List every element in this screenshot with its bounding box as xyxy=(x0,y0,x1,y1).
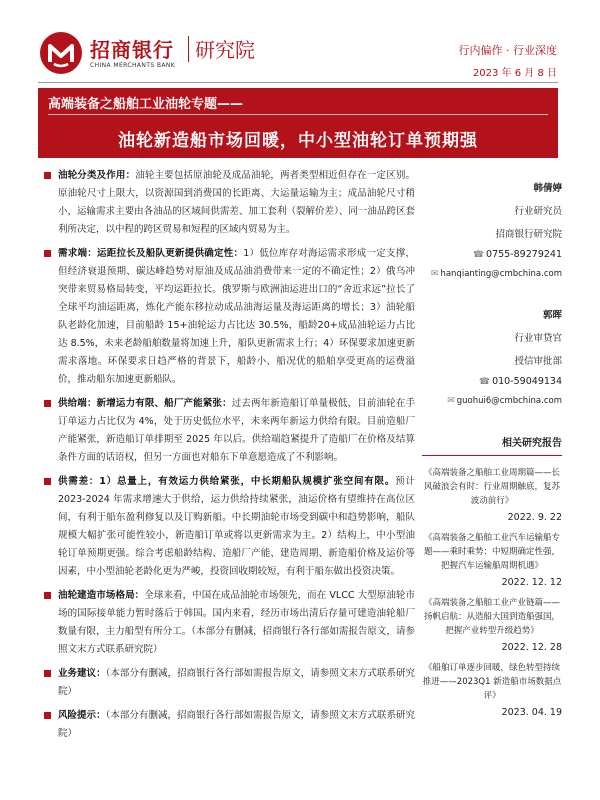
analyst-name: 韩倩婷 xyxy=(533,183,562,194)
related-report-title: 《船舶订单逐步回暖，绿色转型持续推进——2023Q1 新造船市场数据点评》 xyxy=(422,663,562,701)
square-bullet-icon xyxy=(44,478,51,485)
phone-icon: ☎ xyxy=(472,249,485,260)
header-divider xyxy=(38,82,558,83)
sidebar xyxy=(422,180,562,726)
report-type: 行内偏作 · 行业深度 xyxy=(458,44,557,57)
related-report-date: 2022. 12. 12 xyxy=(501,577,562,588)
paragraph-lead: 业务建议： xyxy=(58,668,106,679)
brand-divider xyxy=(188,36,189,62)
report-header xyxy=(0,0,600,90)
phone-icon: ☎ xyxy=(478,376,491,387)
title-banner xyxy=(38,88,558,158)
email-icon: ✉ xyxy=(430,269,439,279)
email-icon: ✉ xyxy=(447,396,455,406)
analyst-card xyxy=(422,180,562,279)
summary-paragraph xyxy=(42,245,415,389)
square-bullet-icon xyxy=(44,592,51,599)
paragraph-lead: 需求端：运距拉长及船队更新提供确定性： xyxy=(58,248,244,259)
related-report-item[interactable] xyxy=(422,466,562,523)
analyst-title: 行业审贷官 xyxy=(514,333,562,344)
summary-paragraph xyxy=(42,665,415,701)
paragraph-lead: 油轮建造市场格局： xyxy=(58,590,145,601)
square-bullet-icon xyxy=(44,400,51,407)
summary-paragraph xyxy=(42,167,415,239)
related-report-date: 2022. 9. 22 xyxy=(507,512,562,523)
related-report-title: 《高端装备之船舶工业汽车运输船专题——乘时乘势：中短期确定性强，把握汽车运输船周期机遇》 xyxy=(423,533,560,571)
square-bullet-icon xyxy=(44,670,51,677)
related-reports-divider xyxy=(422,455,562,456)
analyst-title: 行业研究员 xyxy=(514,206,562,217)
summary-body xyxy=(42,167,415,749)
summary-paragraph xyxy=(42,587,415,659)
related-reports-title: 相关研究报告 xyxy=(502,438,562,449)
related-report-item[interactable] xyxy=(422,531,562,588)
analyst-dept: 授信审批部 xyxy=(514,356,562,367)
cmb-logo-icon xyxy=(38,30,84,76)
paragraph-lead: 风险提示： xyxy=(58,710,106,721)
brand-name-en: CHINA MERCHANTS BANK xyxy=(90,62,176,69)
square-bullet-icon xyxy=(44,172,51,179)
paragraph-lead: 供需差：1）总量上，有效运力供给紧张，中长期船队规模扩张空间有限。 xyxy=(58,476,396,487)
paragraph-lead: 油轮分类及作用： xyxy=(58,170,136,181)
analyst-email-row xyxy=(422,396,562,406)
summary-paragraph xyxy=(42,473,415,581)
analyst-card xyxy=(422,307,562,406)
paragraph-text: 油轮主要包括原油轮及成品油轮，两者类型相近但存在一定区别。原油轮尺寸上限大，以资源国到消费国的长距离、大运量运输为主；成品油轮尺寸稍小，运输需求主要由各油品的区域间供需差、加工套利（裂解价差）、同一油品跨区套利所决定，以中程的跨区贸易和短程的区域内贸易为主。 xyxy=(58,170,415,235)
analyst-phone: 0755-89279241 xyxy=(486,249,562,260)
analyst-phone-row xyxy=(422,376,562,387)
paragraph-text: 预计 2023-2024 年需求增速大于供给，运力供给持续紧张，油运价格有望维持在高位区间，有利于船东盈利修复以及订购新船。中长期油轮市场受到碳中和趋势影响，船队规模大幅扩张可能性较小，新造船订单或将以更新需求为主。2）结构上，中小型油轮订单预期更强。综合考虑船龄结构、造船厂产能、建造周期、新造船价格及运价等因素，中小型油轮老龄化更为严峻，投资回收期较短，有利于船东做出投资决策。 xyxy=(58,476,415,577)
report-series-title: 高端装备之船舶工业油轮专题—— xyxy=(48,97,244,112)
analyst-email[interactable]: hanqianting@cmbchina.com xyxy=(440,269,562,279)
paragraph-text: 1）低位库存对海运需求形成一定支撑，但经济衰退预期、碳达峰趋势对原油及成品油消费带来一定的不确定性；2）俄乌冲突带来贸易格局转变，平均运距拉长。俄罗斯与欧洲油运进出口的“舍近求远”拉长了全球平均油运距离，炼化产能东移拉动成品油海运量及海运距离的增长；3）油轮船队老龄化加速，目前船龄 15+油轮运力占比达 30.5%，船龄20+成品油轮运力占比达 8.5%，未来老龄船舶数量将加速上升，船队更新需求上行；4）环保要求加速更新需求落地。环保要求日趋严格的背景下，船龄小、船况优的船舶享受更高的运费溢价，推动船东加速更新船队。 xyxy=(58,248,415,385)
report-title: 油轮新造船市场回暖，中小型油轮订单预期强 xyxy=(118,131,478,151)
related-report-date: 2022. 12. 28 xyxy=(501,642,562,653)
square-bullet-icon xyxy=(44,250,51,257)
paragraph-text: 全球来看，中国在成品油轮市场领先，而在 VLCC 大型原油轮市场的国际接单能力暂时落后于韩国。国内来看，经历市场出清后存量可建造油轮船厂数量有限，主力船型有所分工。（本部分有删减，招商银行各行部如需报告原文，请参照文末方式联系研究院） xyxy=(58,590,415,655)
paragraph-lead: 供给端：新增运力有限、船厂产能紧张： xyxy=(58,398,232,409)
analyst-phone: 010-59049134 xyxy=(492,376,562,387)
brand-name: 招商银行 xyxy=(90,38,174,62)
summary-paragraph xyxy=(42,395,415,467)
analyst-phone-row xyxy=(422,249,562,260)
report-date: 2023 年 6 月 8 日 xyxy=(472,68,557,79)
analyst-name: 郭晖 xyxy=(542,310,562,321)
paragraph-text: 过去两年新造船订单量极低，目前油轮在手订单运力占比仅为 4%，处于历史低位水平，未来两年新运力供给有限。目前造船厂产能紧张，新造船订单排期至 2025 年以后。供给端趋紧提升了造船厂在价格及结算条件方面的话语权，但另一方面也对船东下单意愿造成了不利影响。 xyxy=(58,398,415,463)
banner-divider xyxy=(48,114,548,115)
research-institute-name: 研究院 xyxy=(195,38,255,62)
analyst-email-row xyxy=(422,269,562,279)
related-report-title: 《高端装备之船舶工业产业链篇——扬帆启航：从造船大国到造船强国，把握产业转型升级趋势》 xyxy=(423,598,560,636)
square-bullet-icon xyxy=(44,712,51,719)
related-report-item[interactable] xyxy=(422,661,562,718)
related-report-date: 2023. 04. 19 xyxy=(501,707,562,718)
summary-paragraph xyxy=(42,707,415,743)
paragraph-text: （本部分有删减，招商银行各行部如需报告原文，请参照文末方式联系研究院） xyxy=(58,668,415,697)
paragraph-text: （本部分有删减，招商银行各行部如需报告原文，请参照文末方式联系研究院） xyxy=(58,710,415,739)
analyst-dept: 招商银行研究院 xyxy=(495,229,562,240)
related-report-title: 《高端装备之船舶工业周期篇——长风破浪会有时：行业周期触底，复苏波动前行》 xyxy=(423,468,560,506)
related-report-item[interactable] xyxy=(422,596,562,653)
analyst-email[interactable]: guohui6@cmbchina.com xyxy=(456,396,562,406)
